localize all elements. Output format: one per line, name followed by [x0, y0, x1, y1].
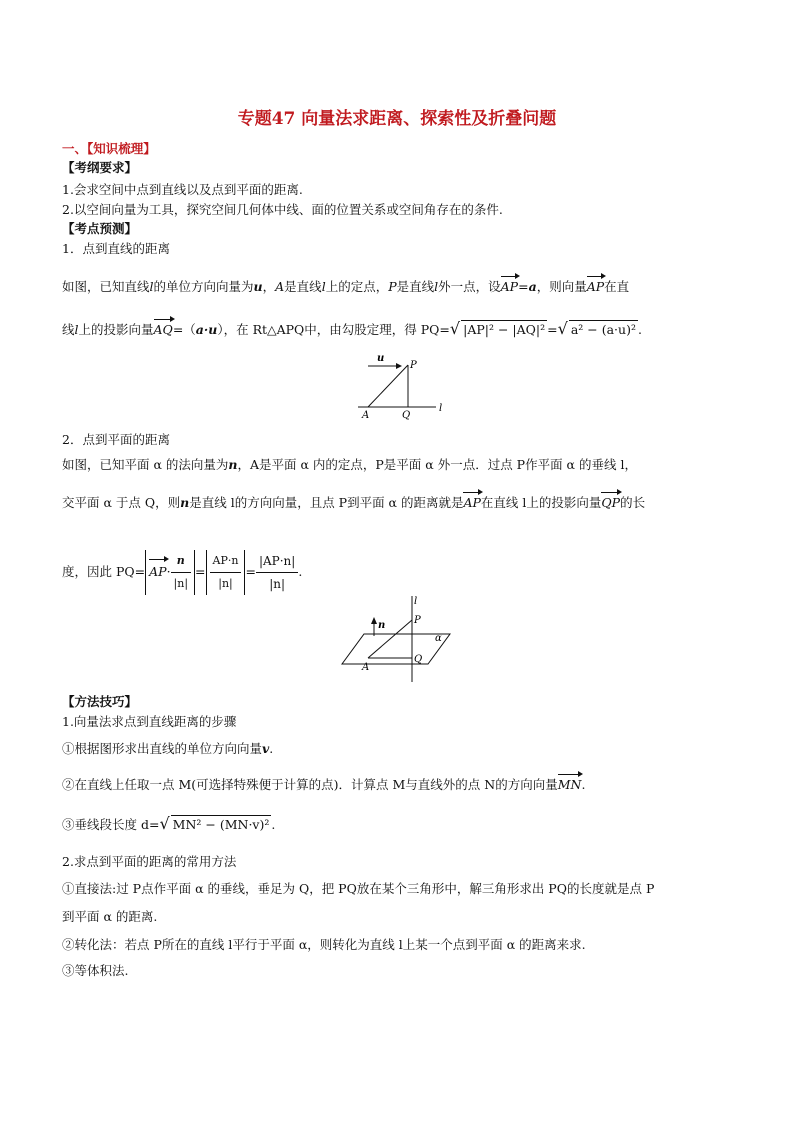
method-2-step-1: ①直接法:过 P点作平面 α 的垂线，垂足为 Q，把 PQ放在某个三角形中，解三角形求出 PQ的长度就是点 P [62, 881, 655, 896]
label-alpha: α [435, 633, 442, 644]
arrow-icon [396, 363, 402, 369]
label-l: l [439, 403, 443, 414]
label-q: Q [414, 654, 423, 665]
label-p: P [410, 360, 417, 371]
page-title: 专题47 向量法求距离、探索性及折叠问题 [237, 109, 557, 129]
plane-alpha [342, 634, 450, 664]
method-1-heading: 1.向量法求点到直线距离的步骤 [62, 714, 237, 729]
paragraph-line: 交平面 α 于点 Q，则n是直线 l的方向向量，且点 P到平面 α 的距离就是AP在直线 l上的投影向量QP的长 [62, 495, 646, 510]
abs-expression: $\frac{AP\cdot n}{|n|}$ [206, 550, 246, 595]
method-heading: 【方法技巧】 [62, 694, 138, 709]
label-a: A [362, 410, 370, 421]
method-2-step-1-cont: 到平面 α 的距离. [62, 909, 158, 924]
point-line-heading: 1．点到直线的距离 [62, 241, 170, 256]
label-p: P [414, 615, 421, 626]
paragraph-line: 如图，已知平面 α 的法向量为n，A是平面 α 内的定点，P是平面 α 外一点．过点 P作平面 α 的垂线 l， [62, 457, 637, 472]
sqrt-expression: a² − (a·u)² [570, 322, 636, 337]
segment-ap [368, 365, 408, 407]
method-2-heading: 2.求点到平面的距离的常用方法 [62, 854, 237, 869]
method-2-step-3: ③等体积法. [62, 963, 129, 978]
paragraph-line: 如图，已知直线l的单位方向向量为u，A是直线l上的定点，P是直线l外一点，设AP=a，则向量AP在直 [62, 279, 630, 294]
requirement-1: 1.会求空间中点到直线以及点到平面的距离. [62, 182, 303, 197]
label-q: Q [402, 410, 411, 421]
paragraph-line: 线l上的投影向量AQ=（a·u），在 Rt△APQ中，由勾股定理，得 PQ=√ |AP|² − |AQ|² =√ a² − (a·u)² . [62, 319, 642, 338]
segment-ap [368, 620, 412, 658]
paragraph-line: 度，因此 PQ= AP· $\frac{n}{|n|}$ = $\frac{AP\cdot n}{|n|}$ = $\frac{|AP\cdot n|}{|n|}$ . [62, 550, 302, 595]
requirements-heading: 【考纲要求】 [62, 160, 138, 175]
sqrt-expression: MN² − (MN·v)² [172, 817, 270, 832]
requirement-2: 2.以空间向量为工具，探究空间几何体中线、面的位置关系或空间角存在的条件. [62, 202, 503, 217]
method-1-step-1: ①根据图形求出直线的单位方向向量v. [62, 741, 274, 756]
arrow-icon [371, 617, 377, 624]
point-line-figure [352, 350, 452, 422]
point-plane-figure [340, 592, 460, 684]
method-1-step-2: ②在直线上任取一点 M(可选择特殊便于计算的点)．计算点 M与直线外的点 N的方向向量MN. [62, 777, 586, 792]
method-2-step-2: ②转化法：若点 P所在的直线 l平行于平面 α，则转化为直线 l上某一个点到平面 α 的距离来求. [62, 937, 586, 952]
point-plane-heading: 2．点到平面的距离 [62, 432, 170, 447]
sqrt-expression: |AP|² − |AQ|² [463, 322, 546, 337]
label-l: l [414, 596, 418, 607]
label-u: u [377, 353, 385, 364]
label-a: A [362, 662, 370, 673]
prediction-heading: 【考点预测】 [62, 221, 138, 236]
label-n: n [378, 620, 386, 631]
section-heading: 一、【知识梳理】 [62, 141, 156, 156]
abs-expression: AP· $\frac{n}{|n|}$ [145, 550, 195, 595]
method-1-step-3: ③垂线段长度 d=√ MN² − (MN·v)² . [62, 814, 276, 833]
